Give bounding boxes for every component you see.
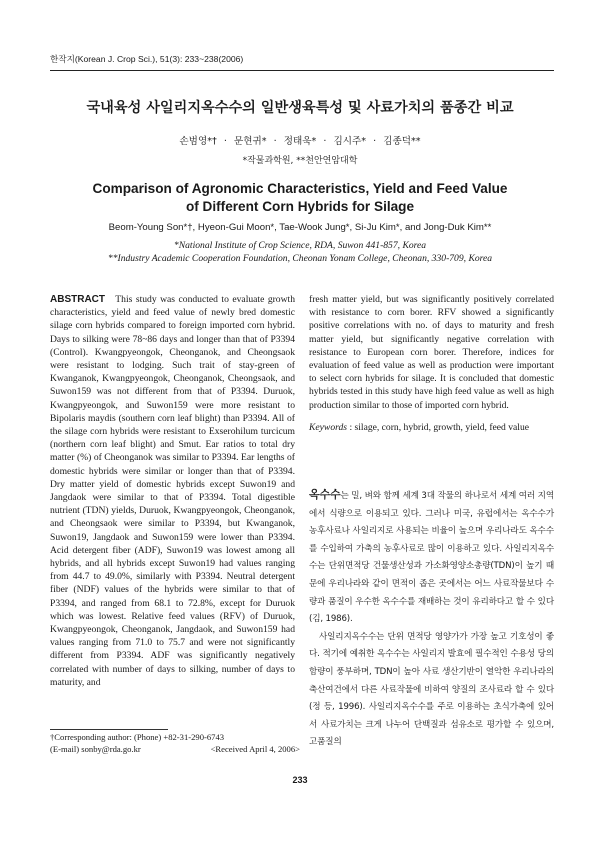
korean-body xyxy=(309,486,554,752)
journal-header: 한작지(Korean J. Crop Sci.), 51(3): 233~238(2006) xyxy=(50,54,244,64)
footnote xyxy=(50,732,300,755)
page-number: 233 xyxy=(292,775,308,785)
korean-authors: 손범영*† · 문현귀* · 정태욱* · 김시주* · 김종덕** xyxy=(179,136,421,147)
footnote-received: <Received April 4, 2006> xyxy=(210,743,300,754)
english-affiliations xyxy=(0,239,600,265)
korean-paragraph-1 xyxy=(309,486,554,629)
korean-affiliations: *작물과학원, **천안연암대학 xyxy=(242,156,358,166)
english-title xyxy=(0,180,600,216)
abstract-text-left: This study was conducted to evaluate growth characteristics, yield and feed value of newly bred domestic silage corn hybrids compared to foreign imported corn hybrid. Days to silking were 78~86 days and longer than that of P3394 (Control). Kwangpyeongok, Cheonganok, and Cheongsaok were resistant to lodging. Such trait of stay-green of Kwanganok, Kwangpyeongok, Cheonganok, Cheongsaok, and Suwon159 was not different from that of P3394. Duruok, Kwangpyeongok, and Suwon159 were more resistant to Bipolaris maydis (southern corn leaf blight) than P3394. All of the silage corn hybrids were resistant to Exserohilum turcicum (northern corn leaf blight) and Smut. Ear ratios to total dry matter (%) of Cheonganok was similar to P3394. Ear lengths of domestic hybrids were similar or longer than that of P3394. Dry matter yield of domestic hybrids except Suwon19 and Jangdaok were similar to that of P3394. Total digestible nutrient (TDN) yields, Duruok, Kwangpyeongok, Cheonganok, and Cheongsaok were similar to P3394, but Kwanganok, Suwon19, Jangdaok and Suwon159 were lower than P3394. Acid detergent fiber (ADF), Suwon19 was lowest among all hybrids, and all hybrids except Suwon19 had values ranging from 44.7 to 49.0%, similarly with P3394. Neutral detergent fiber (NDF) values of the hybrids were similar to that of P3394, and ranged from 68.1 to 72.8%, except for Duruok which was lowest. Relative feed values (RFV) of Duruok, Kwangpyeongok, Cheonganok, Jangdaok, and Suwon159 had values ranging from 71.0 to 75.7 and were not significantly different from P3394. ADF was significantly negatively correlated with number of days to silking, number of days to maturity, and xyxy=(50,294,295,688)
lead-word: 옥수수 xyxy=(309,488,341,501)
footnote-rule xyxy=(50,729,168,730)
footnote-email: (E-mail) sonby@rda.go.kr xyxy=(50,743,141,754)
abstract-paragraph xyxy=(50,293,295,689)
korean-paragraph-1-text: 는 밀, 벼와 함께 세계 3대 작물의 하나로서 세계 여러 지역에서 식량으로 이용되고 있다. 그러나 미국, 유럽에서는 옥수수가 농후사료나 사일리지로 사용되는 비율이 높으며 우리나라도 옥수수를 수입하여 가축의 농후사료로 많이 이용하고 있다. 사일리지옥수수는 단위면적당 건물생산성과 가소화영양소총량(TDN)이 높기 때문에 우리나라와 같이 면적이 좁은 곳에서는 어느 사료작물보다 수량과 품질이 우수한 옥수수를 재배하는 것이 유리하다고 할 수 있다(김, 1986). xyxy=(309,491,554,625)
keywords-label: Keywords xyxy=(309,421,348,433)
korean-title: 국내육성 사일리지옥수수의 일반생육특성 및 사료가치의 품종간 비교 xyxy=(86,100,514,116)
keywords xyxy=(309,421,554,434)
affiliation-2: **Industry Academic Cooperation Foundation, Cheonan Yonam College, Cheonan, 330-709, Korea xyxy=(107,253,493,264)
abstract-column-left xyxy=(50,293,295,689)
english-title-line-1: Comparison of Agronomic Characteristics, Yield and Feed Value xyxy=(92,181,508,196)
header-rule xyxy=(50,70,554,71)
korean-paragraph-2: 사일리지옥수수는 단위 면적당 영양가가 가장 높고 기호성이 좋다. 적기에 예취한 옥수수는 사일리지 발효에 필수적인 수용성 당의 함량이 풍부하며, TDN이 높아 사료 생산기반이 열악한 우리나라의 축산여건에서 다른 사료작물에 비하여 양질의 조사료라 할 수 있다(정 등, 1996). 사일리지옥수수를 주로 이용하는 초식가축에 있어서 사료가치는 크게 나누어 단백질과 섬유소로 평가할 수 있으며, 고품질의 xyxy=(309,631,554,748)
footnote-corresponding-author: †Corresponding author: (Phone) +82-31-290-6743 xyxy=(50,732,225,742)
abstract-text-right: fresh matter yield, but was significantly positively correlated with resistance to corn borer. RFV showed a significantly positive correlations with no. of days to maturity and fresh matter yield, but significantly negative correlation with resistance to European corn borer. Therefore, indices for evaluation of feed value as well as production were important to select corn hybrids for silage. It is concluded that domestic hybrids tested in this study have high feed value as well as high production similar to those of imported corn hybrid. xyxy=(309,294,554,411)
keywords-text: : silage, corn, hybrid, growth, yield, feed value xyxy=(349,421,530,433)
abstract-column-right xyxy=(309,293,554,434)
english-title-line-2: of Different Corn Hybrids for Silage xyxy=(185,199,415,214)
english-authors: Beom-Young Son*†, Hyeon-Gui Moon*, Tae-Wook Jung*, Si-Ju Kim*, and Jong-Duk Kim** xyxy=(108,222,492,233)
affiliation-1: *National Institute of Crop Science, RDA, Suwon 441-857, Korea xyxy=(173,240,427,251)
abstract-label: ABSTRACT xyxy=(50,294,105,305)
footnote-line-2 xyxy=(50,744,300,756)
